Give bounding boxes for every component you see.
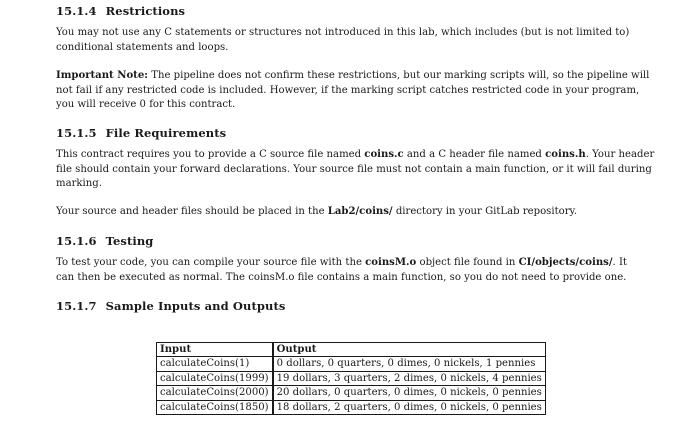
table-row xyxy=(157,371,546,385)
text-line: you will receive 0 for this contract. xyxy=(56,99,236,111)
section-number: 15.1.4 xyxy=(56,4,97,18)
section-title: Sample Inputs and Outputs xyxy=(105,299,286,313)
text-run: This contract requires you to provide a C source file named xyxy=(56,149,365,160)
text-run: The pipeline does not confirm these restrictions, but our marking scripts will, so the pipeline will xyxy=(148,70,650,81)
table-row xyxy=(157,400,546,414)
source-file-name: coins.c xyxy=(364,149,404,160)
text-run: Your source and header files should be placed in the xyxy=(56,206,328,217)
text-line: You may not use any C statements or structures not introduced in this lab, which includes (but is not limited to) xyxy=(56,27,630,38)
table-row xyxy=(157,357,546,371)
column-header-output: Output xyxy=(273,343,546,357)
file-requirements-paragraph xyxy=(56,148,656,192)
text-line: marking. xyxy=(56,178,102,190)
section-heading-file-requirements xyxy=(56,126,226,140)
header-file-name: coins.h xyxy=(545,149,586,160)
object-file-name: coinsM.o xyxy=(365,257,417,268)
section-title: Restrictions xyxy=(105,4,186,18)
directory-path: Lab2/coins/ xyxy=(327,206,393,217)
text-run: To test your code, you can compile your source file with the xyxy=(56,257,366,268)
text-run: object file found in xyxy=(416,257,519,268)
text-run: . Your header xyxy=(585,149,655,160)
text-run: and a C header file named xyxy=(403,149,546,160)
section-title: File Requirements xyxy=(105,126,227,140)
input-cell: calculateCoins(2000) xyxy=(157,386,273,400)
text-line: file should contain your forward declarations. Your source file must not contain a main function, or it will fail during xyxy=(56,163,652,175)
input-cell: calculateCoins(1) xyxy=(157,357,273,371)
output-cell: 18 dollars, 2 quarters, 0 dimes, 0 nickels, 0 pennies xyxy=(273,400,546,414)
section-number: 15.1.5 xyxy=(56,126,97,140)
input-cell: calculateCoins(1999) xyxy=(157,371,273,385)
table-header-row xyxy=(157,343,546,357)
input-cell: calculateCoins(1850) xyxy=(157,400,273,414)
table-row xyxy=(157,386,546,400)
text-line: can then be executed as normal. The coinsM.o file contains a main function, so you do not need to provide one. xyxy=(56,271,627,283)
column-header-input: Input xyxy=(157,343,273,357)
sample-io-table xyxy=(156,342,546,415)
output-cell: 0 dollars, 0 quarters, 0 dimes, 0 nickels, 1 pennies xyxy=(273,357,546,371)
testing-paragraph xyxy=(56,256,656,285)
section-heading-restrictions xyxy=(56,4,185,18)
text-line: conditional statements and loops. xyxy=(56,41,229,53)
important-note-label: Important Note: xyxy=(56,70,148,81)
text-run: . It xyxy=(612,257,627,268)
section-title: Testing xyxy=(105,234,154,248)
section-heading-sample-io xyxy=(56,299,285,313)
important-note-paragraph xyxy=(56,69,656,113)
section-number: 15.1.6 xyxy=(56,234,97,248)
text-line: not fail if any restricted code is included. However, if the marking script catches restricted code in your program, xyxy=(56,84,640,96)
section-heading-testing xyxy=(56,234,153,248)
section-number: 15.1.7 xyxy=(56,299,97,313)
output-cell: 19 dollars, 3 quarters, 2 dimes, 0 nickels, 4 pennies xyxy=(273,371,546,385)
text-run: directory in your GitLab repository. xyxy=(392,206,578,217)
restrictions-paragraph xyxy=(56,26,656,55)
object-path: CI/objects/coins/ xyxy=(518,257,613,268)
output-cell: 20 dollars, 0 quarters, 0 dimes, 0 nickels, 0 pennies xyxy=(273,386,546,400)
file-location-paragraph xyxy=(56,205,656,220)
